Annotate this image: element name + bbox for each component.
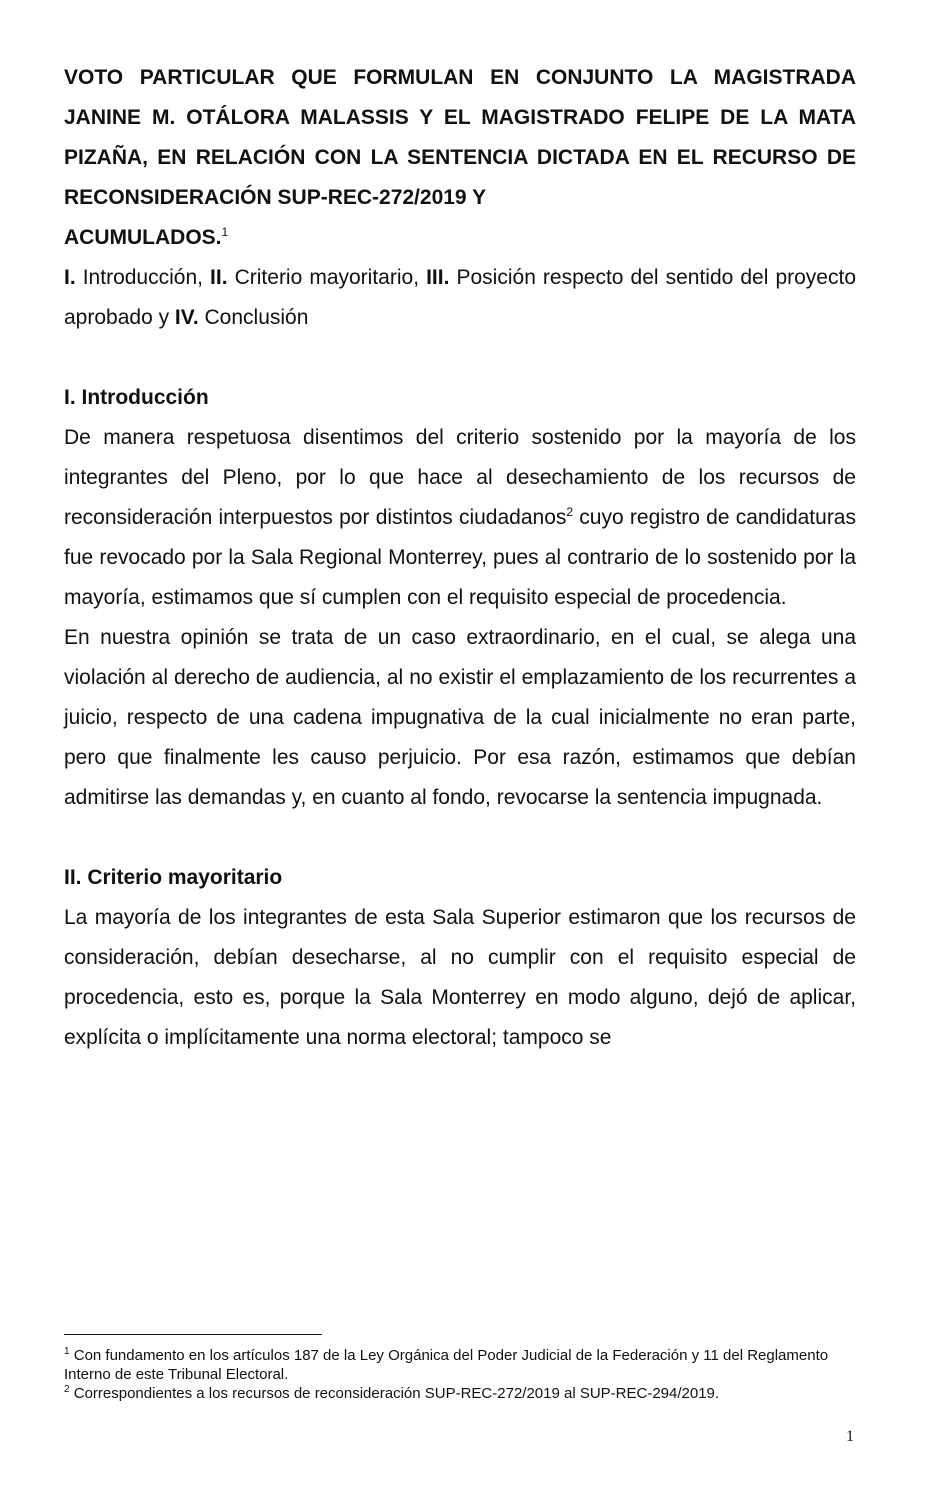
title-line-last-text: ACUMULADOS. xyxy=(64,226,222,249)
paragraph-intro-1-a: De manera respetuosa disentimos del criterio sostenido por la mayoría de los integrantes del Pleno, por lo que hace al desechamiento de los recursos de reconsideración interpuestos por distintos ciudadanos xyxy=(64,426,856,529)
paragraph-intro-1-b: cuyo registro de candidaturas fue revocado por la Sala Regional Monterrey, pues al contrario de lo sostenido por la mayoría, estimamos que sí cumplen con el requisito especial de procedencia. xyxy=(64,506,856,609)
document-title xyxy=(64,58,856,258)
page-number: 1 xyxy=(846,1428,854,1445)
paragraph-intro-1 xyxy=(64,418,856,618)
summary-text-3: Posición respecto del sentido del proyecto aprobado y xyxy=(64,266,856,329)
footnote-2-num: 2 xyxy=(64,1384,70,1395)
section-heading-criterio-mayoritario: II. Criterio mayoritario xyxy=(64,866,283,889)
footnote-1-num: 1 xyxy=(64,1346,70,1357)
section-summary xyxy=(64,258,856,338)
footnote-ref-2[interactable]: 2 xyxy=(566,505,574,519)
footnote-separator xyxy=(64,1334,322,1335)
summary-num-2: II. xyxy=(210,266,228,289)
footnote-2-text: Correspondientes a los recursos de reconsideración SUP-REC-272/2019 al SUP-REC-294/2019. xyxy=(69,1385,720,1402)
section-heading-introduccion: I. Introducción xyxy=(64,386,209,409)
paragraph-intro-2: En nuestra opinión se trata de un caso extraordinario, en el cual, se alega una violación al derecho de audiencia, al no existir el emplazamiento de los recurrentes a juicio, respecto de una cadena impugnativa de la cual inicialmente no eran parte, pero que finalmente les causo perjuicio. Por esa razón, estimamos que debían admitirse las demandas y, en cuanto al fondo, revocarse la sentencia impugnada. xyxy=(64,626,856,809)
footnote-1-text: Con fundamento en los artículos 187 de la Ley Orgánica del Poder Judicial de la Federación y 11 del Reglamento Interno de este Tribunal Electoral. xyxy=(64,1347,829,1383)
document-page xyxy=(64,58,856,1058)
title-line-main: VOTO PARTICULAR QUE FORMULAN EN CONJUNTO LA MAGISTRADA JANINE M. OTÁLORA MALASSIS Y EL MAGISTRADO FELIPE DE LA MATA PIZAÑA, EN RELACIÓN CON LA SENTENCIA DICTADA EN EL RECURSO DE RECONSIDERACIÓN SUP-REC-272/2019 Y xyxy=(64,66,856,209)
summary-text-2: Criterio mayoritario, xyxy=(227,266,427,289)
title-line-last xyxy=(64,218,856,258)
footnote-2 xyxy=(64,1384,856,1403)
summary-text-1: Introducción, xyxy=(75,266,211,289)
footnotes xyxy=(64,1346,856,1403)
summary-text-4: Conclusión xyxy=(198,306,309,329)
summary-num-1: I. xyxy=(64,266,76,289)
title-footnote-ref[interactable]: 1 xyxy=(221,225,229,239)
footnote-1 xyxy=(64,1346,856,1384)
paragraph-criterio-1: La mayoría de los integrantes de esta Sala Superior estimaron que los recursos de consideración, debían desecharse, al no cumplir con el requisito especial de procedencia, esto es, porque la Sala Monterrey en modo alguno, dejó de aplicar, explícita o implícitamente una norma electoral; tampoco se xyxy=(64,906,856,1049)
summary-num-3: III. xyxy=(426,266,450,289)
summary-num-4: IV. xyxy=(174,306,199,329)
